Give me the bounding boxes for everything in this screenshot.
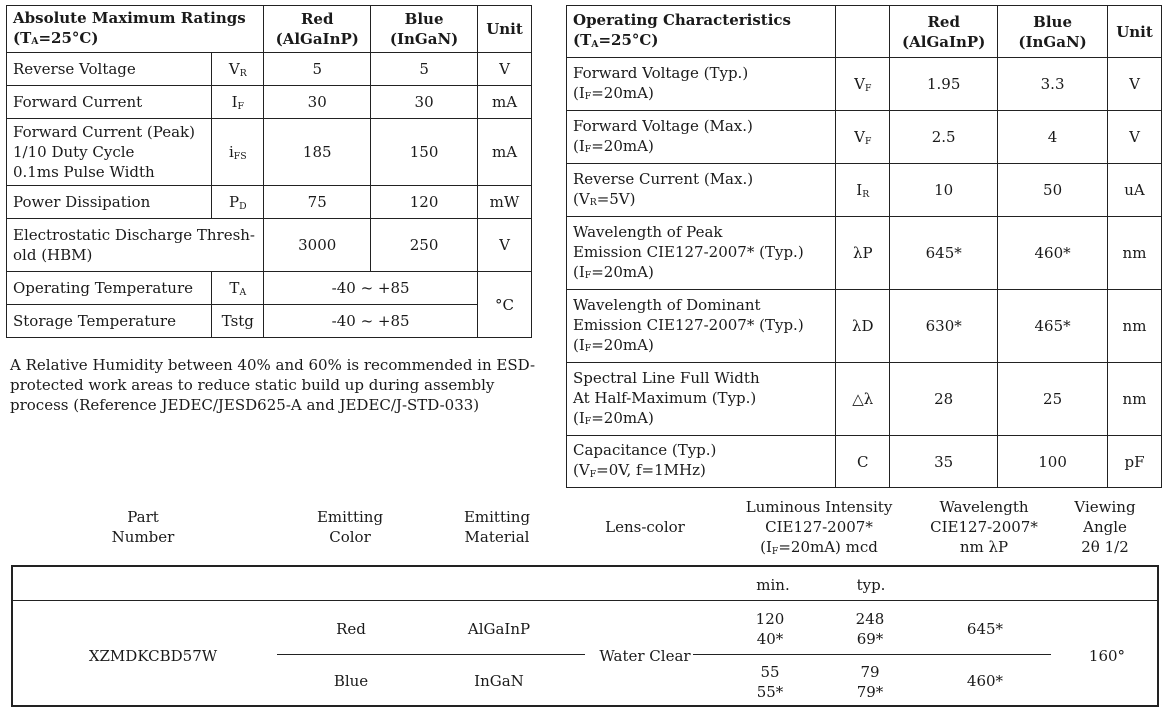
blue-value: 100 xyxy=(998,436,1108,488)
symbol-cell: $V_R$ xyxy=(212,53,264,86)
red-value: 3000 xyxy=(264,219,371,272)
param-cell: Power Dissipation xyxy=(7,186,212,219)
header-viewing-angle: Viewing Angle 2θ 1/2 xyxy=(1074,498,1136,556)
oc-row xyxy=(567,363,1162,436)
min-intensity: 120 40* xyxy=(755,610,785,648)
temp-range: -40 ~ +85 xyxy=(264,272,478,305)
red-value: 10 xyxy=(890,164,998,217)
unit-cell: pF xyxy=(1108,436,1162,488)
oc-blue-header: Blue (InGaN) xyxy=(998,6,1108,58)
unit-cell: nm xyxy=(1108,363,1162,436)
symbol-cell: $I_F$ xyxy=(212,86,264,119)
red-value: 35 xyxy=(890,436,998,488)
unit-cell: uA xyxy=(1108,164,1162,217)
unit-cell: mA xyxy=(478,86,532,119)
symbol-cell: $i_{FS}$ xyxy=(212,119,264,186)
typ-intensity: 79 79* xyxy=(856,663,884,701)
emitting-material: AlGaInP xyxy=(467,620,531,638)
symbol-cell: $T_A$ xyxy=(212,272,264,305)
wavelength-value: 460* xyxy=(966,672,1004,690)
symbol-cell: △λ xyxy=(836,363,890,436)
emitting-material: InGaN xyxy=(474,672,524,690)
blue-value: 150 xyxy=(371,119,478,186)
min-intensity: 55 55* xyxy=(756,663,784,701)
param-cell: Storage Temperature xyxy=(7,305,212,338)
amr-row xyxy=(7,305,532,338)
header-part-number: Part Number xyxy=(111,508,175,546)
esd-note: A Relative Humidity between 40% and 60% is recommended in ESD-protected work areas to reduce static build up during assembly process (Reference JEDEC/JESD625-A and JEDEC/J-STD-033) xyxy=(10,356,536,414)
unit-cell: V xyxy=(478,219,532,272)
part-number-table xyxy=(11,565,1159,707)
red-value: 1.95 xyxy=(890,58,998,111)
amr-row xyxy=(7,119,532,186)
unit-cell: V xyxy=(1108,111,1162,164)
unit-cell: mA xyxy=(478,119,532,186)
blue-value: 250 xyxy=(371,219,478,272)
param-cell: Reverse Current (Max.) $(V_R=5V)$ xyxy=(567,164,836,217)
amr-row xyxy=(7,186,532,219)
symbol-cell: $P_D$ xyxy=(212,186,264,219)
amr-red-header: Red (AlGaInP) xyxy=(264,6,371,53)
red-value: 75 xyxy=(264,186,371,219)
oc-title-cell xyxy=(567,6,836,58)
blue-value: 4 xyxy=(998,111,1108,164)
lens-color: Water Clear xyxy=(599,647,691,665)
blue-value: 30 xyxy=(371,86,478,119)
header-lens-color: Lens-color xyxy=(605,518,685,536)
wavelength-value: 645* xyxy=(966,620,1004,638)
blue-value: 50 xyxy=(998,164,1108,217)
red-value: 2.5 xyxy=(890,111,998,164)
symbol-cell: $V_F$ xyxy=(836,111,890,164)
param-cell: Forward Voltage (Typ.) $(I_F=20mA)$ xyxy=(567,58,836,111)
row-divider xyxy=(277,654,585,655)
param-cell: Operating Temperature xyxy=(7,272,212,305)
typ-intensity: 248 69* xyxy=(855,610,885,648)
typ-label: typ. xyxy=(856,576,886,594)
oc-symbol-header xyxy=(836,6,890,58)
red-value: 28 xyxy=(890,363,998,436)
blue-value: 460* xyxy=(998,217,1108,290)
oc-row xyxy=(567,111,1162,164)
blue-value: 120 xyxy=(371,186,478,219)
operating-characteristics-table xyxy=(566,5,1162,488)
amr-row xyxy=(7,272,532,305)
red-value: 5 xyxy=(264,53,371,86)
unit-cell: mW xyxy=(478,186,532,219)
param-cell: Forward Voltage (Max.) $(I_F=20mA)$ xyxy=(567,111,836,164)
absolute-max-ratings-table xyxy=(6,5,532,338)
amr-row xyxy=(7,53,532,86)
oc-condition: $(T_A=25^\circ C)$ xyxy=(573,31,659,50)
unit-cell: V xyxy=(478,53,532,86)
param-cell: Electrostatic Discharge Thresh- old (HBM) xyxy=(7,219,264,272)
symbol-cell: $I_R$ xyxy=(836,164,890,217)
symbol-cell: λD xyxy=(836,290,890,363)
red-value: 30 xyxy=(264,86,371,119)
symbol-cell: $V_F$ xyxy=(836,58,890,111)
blue-value: 3.3 xyxy=(998,58,1108,111)
header-emitting-material: Emitting Material xyxy=(463,508,531,546)
oc-row xyxy=(567,436,1162,488)
param-cell: Wavelength of Peak Emission CIE127-2007* (Typ.) $(I_F=20mA)$ xyxy=(567,217,836,290)
emitting-color: Red xyxy=(336,620,366,638)
blue-value: 5 xyxy=(371,53,478,86)
oc-unit-header: Unit xyxy=(1108,6,1162,58)
param-cell: Wavelength of Dominant Emission CIE127-2007* (Typ.) $(I_F=20mA)$ xyxy=(567,290,836,363)
oc-row xyxy=(567,58,1162,111)
min-label: min. xyxy=(756,576,790,594)
amr-row xyxy=(7,86,532,119)
amr-title: Absolute Maximum Ratings xyxy=(13,8,246,27)
emitting-color: Blue xyxy=(333,672,369,690)
part-number: XZMDKCBD57W xyxy=(88,647,218,665)
param-cell: Spectral Line Full Width At Half-Maximum (Typ.) $(I_F=20mA)$ xyxy=(567,363,836,436)
viewing-angle: 160° xyxy=(1088,647,1126,665)
row-divider xyxy=(693,654,1051,655)
amr-row xyxy=(7,219,532,272)
unit-cell: nm xyxy=(1108,290,1162,363)
header-emitting-color: Emitting Color xyxy=(316,508,384,546)
header-divider xyxy=(13,600,1157,601)
oc-title: Operating Characteristics xyxy=(573,11,792,29)
unit-cell: °C xyxy=(478,272,532,338)
temp-range: -40 ~ +85 xyxy=(264,305,478,338)
param-cell: Forward Current (Peak) 1/10 Duty Cycle 0.1ms Pulse Width xyxy=(7,119,212,186)
oc-row xyxy=(567,217,1162,290)
oc-row xyxy=(567,164,1162,217)
param-cell: Reverse Voltage xyxy=(7,53,212,86)
symbol-cell: Tstg xyxy=(212,305,264,338)
symbol-cell: λP xyxy=(836,217,890,290)
oc-row xyxy=(567,290,1162,363)
header-luminous-intensity: Luminous Intensity CIE127-2007* $(I_F=20mA)$ mcd xyxy=(745,498,893,557)
param-cell: Forward Current xyxy=(7,86,212,119)
amr-unit-header: Unit xyxy=(478,6,532,53)
amr-title-cell xyxy=(7,6,264,53)
param-cell: Capacitance (Typ.) ($V_F=0V$, f=1MHz) xyxy=(567,436,836,488)
unit-cell: V xyxy=(1108,58,1162,111)
header-wavelength: Wavelength CIE127-2007* nm λP xyxy=(930,498,1038,556)
blue-value: 465* xyxy=(998,290,1108,363)
amr-condition: $(T_A=25^\circ C)$ xyxy=(13,28,99,48)
unit-cell: nm xyxy=(1108,217,1162,290)
red-value: 645* xyxy=(890,217,998,290)
red-value: 185 xyxy=(264,119,371,186)
blue-value: 25 xyxy=(998,363,1108,436)
oc-red-header: Red (AlGaInP) xyxy=(890,6,998,58)
red-value: 630* xyxy=(890,290,998,363)
amr-blue-header: Blue (InGaN) xyxy=(371,6,478,53)
symbol-cell: C xyxy=(836,436,890,488)
